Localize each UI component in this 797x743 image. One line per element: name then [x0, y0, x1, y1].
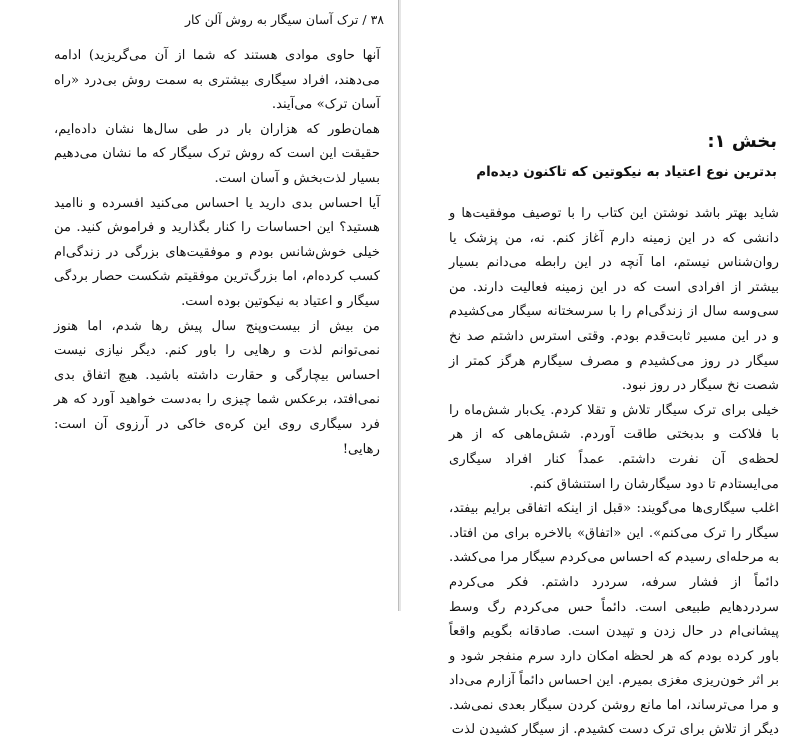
paragraph: همان‌طور که هزاران بار در طی سال‌ها نشان داده‌ایم، حقیقت این است که روش ترک سیگار که ما نشان می‌دهیم بسیار لذت‌بخش و آسان است. — [54, 121, 380, 186]
chapter-subtitle: بدترین نوع اعتیاد به نیکوتین که تاکنون دیده‌ام — [476, 164, 777, 180]
paragraph: اغلب سیگاری‌ها می‌گویند: «قبل از اینکه اتفاقی برایم بیفتد، سیگار را ترک می‌کنم». این «اتفاق» بالاخره برای من افتاد. به مرحله‌ای رسیدم که احساس می‌کردم سیگار مرا می‌کشد. دائماً از فشار سرفه، سردرد داشتم. فکر می‌کردم سردردهایم طبیعی است. دائماً حس می‌کردم رگ وسط پیشانی‌ام در حال زدن و تپیدن است. صادقانه بگویم واقعاً باور کرده بودم که هر لحظه امکان دارد سرم منفجر شود و بر اثر خون‌ریزی مغزی بمیرم. این احساس دائماً آزارم می‌داد و مرا می‌ترساند، اما مانع روشن کردن سیگار بعدی نمی‌شد. دیگر از تلاش برای ترک دست کشیدم. از سیگار کشیدن لذت — [449, 501, 779, 738]
paragraph: آنها حاوی موادی هستند که شما از آن می‌گریزید) ادامه می‌دهند، افراد سیگاری بیشتری به سمت روش بی‌درد «راه آسان ترک» می‌آیند. — [54, 48, 380, 113]
chapter-title: بخش ۱: — [707, 131, 777, 152]
paragraph: آیا احساس بدی دارید یا احساس می‌کنید افسرده و ناامید هستید؟ این احساسات را کنار بگذارید و فراموش کنید. من خیلی خوش‌شانس بودم و موفقیت‌های بزرگی در زندگی‌ام کسب کرده‌ام، اما بزرگ‌ترین موفقیتم شکست حصار بردگی سیگار و اعتیاد به نیکوتین بوده است. — [54, 195, 380, 309]
running-head: ۳۸ / ترک آسان سیگار به روش آلن کار — [184, 12, 384, 27]
right-page — [401, 0, 797, 738]
left-page — [0, 0, 398, 611]
left-body-text — [54, 44, 380, 462]
paragraph: شاید بهتر باشد نوشتن این کتاب را با توصیف موفقیت‌ها و دانشی که در این زمینه دارم آغاز کنم. نه، من پزشک یا روان‌شناس نیستم، اما آنچه در این رابطه می‌دانم بسیار بیشتر از افرادی است که در این زمینه فعالیت دارند. من سی‌وسه سال از زندگی‌ام را با سرسختانه سیگار می‌کشیدم و در این مسیر ثابت‌قدم بودم. وقتی استرس داشتم صد نخ سیگار در روز می‌کشیدم و مصرف سیگارم هرگز کمتر از شصت نخ سیگار در روز نبود. — [449, 206, 779, 394]
paragraph: من بیش از بیست‌وپنج سال پیش رها شدم، اما هنوز نمی‌توانم لذت و رهایی را باور کنم. دیگر نیازی نیست احساس بیچارگی و حقارت داشته باشید. هیچ اتفاق بدی نمی‌افتد، برعکس شما چیزی را به‌دست خواهید آورد که هر فرد سیگاری روی این کره‌ی خاکی در آرزوی آن است: رهایی! — [54, 318, 380, 457]
paragraph: خیلی برای ترک سیگار تلاش و تقلا کردم. یک‌بار شش‌ماه را با فلاکت و بدبختی طاقت آوردم. شش‌ماهی که از هر لحظه‌ی آن نفرت داشتم. عمداً کنار افراد سیگاری می‌ایستادم تا دود سیگارشان را استنشاق کنم. — [449, 402, 779, 492]
right-body-text — [449, 202, 779, 743]
